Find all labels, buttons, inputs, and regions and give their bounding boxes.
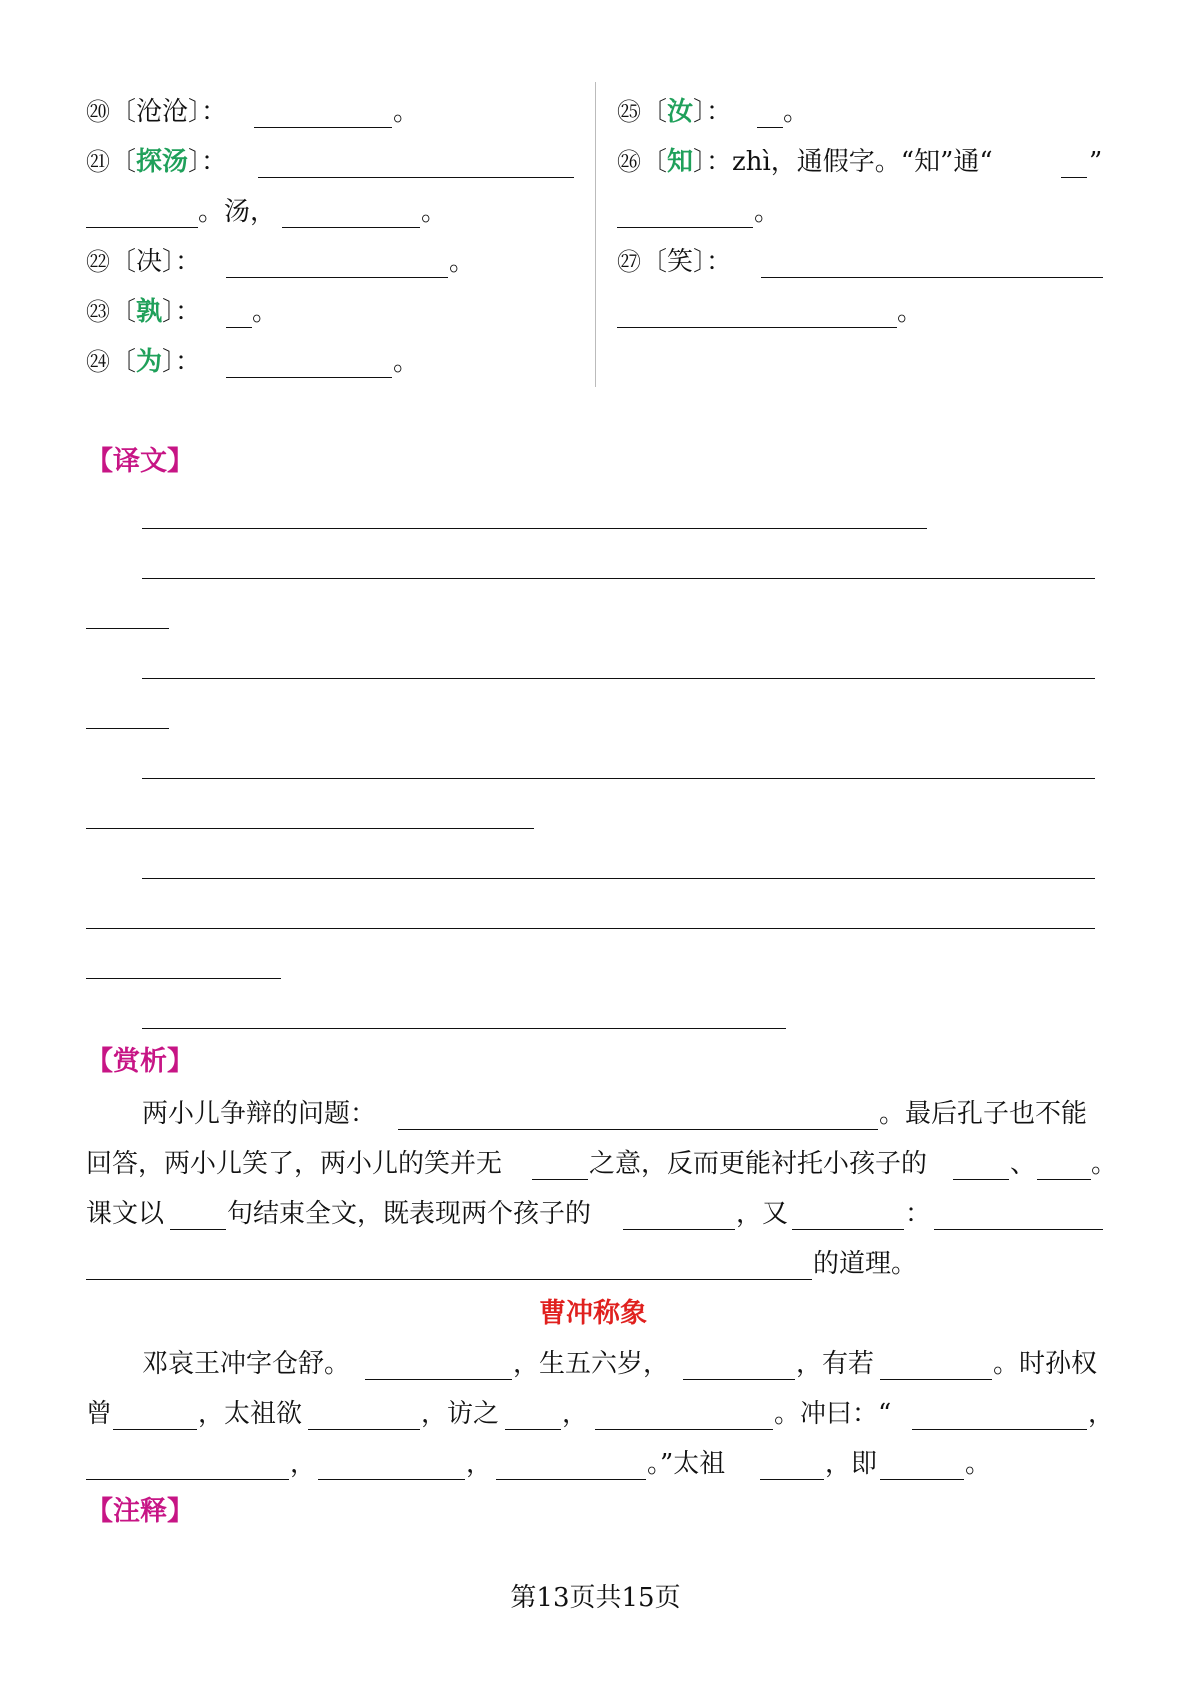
story-text: 邓哀王冲字仓舒。: [142, 1349, 351, 1379]
answer-blank[interactable]: [1061, 177, 1087, 178]
note-term: 决: [136, 247, 163, 277]
note-term: 孰: [136, 297, 163, 327]
answer-blank[interactable]: [532, 1179, 588, 1180]
note-term: 为: [136, 347, 163, 377]
note-25: ㉕〔汝〕：: [617, 97, 733, 127]
translation-line[interactable]: [142, 678, 1095, 679]
note-number: ⑳: [86, 98, 110, 126]
answer-blank[interactable]: [760, 1479, 824, 1480]
answer-blank[interactable]: [86, 1479, 289, 1480]
answer-blank[interactable]: [365, 1379, 512, 1380]
story-text: ，生五六岁，: [513, 1349, 670, 1379]
note-number: ㉒: [86, 248, 110, 276]
answer-blank[interactable]: [792, 1229, 904, 1230]
answer-blank[interactable]: [617, 327, 897, 328]
translation-line[interactable]: [86, 928, 1095, 929]
note-23: ㉓〔孰〕：: [86, 297, 202, 327]
story-text: ，访之: [421, 1399, 500, 1429]
answer-blank[interactable]: [282, 227, 420, 228]
note-number: ㉓: [86, 298, 110, 326]
appreciation-text: 。最后孔子也不能: [879, 1099, 1088, 1129]
answer-blank[interactable]: [226, 327, 252, 328]
answer-blank[interactable]: [318, 1479, 465, 1480]
story-text: 。时孙权: [993, 1349, 1098, 1379]
answer-blank[interactable]: [226, 377, 392, 378]
note-number: ㉑: [86, 148, 110, 176]
answer-blank[interactable]: [258, 177, 574, 178]
note-20: ⑳〔沧沧〕：: [86, 97, 228, 127]
column-divider: [595, 82, 596, 387]
answer-blank[interactable]: [880, 1479, 964, 1480]
answer-blank[interactable]: [880, 1379, 992, 1380]
translation-line[interactable]: [142, 878, 1095, 879]
translation-line[interactable]: [86, 628, 169, 629]
answer-blank[interactable]: [505, 1429, 561, 1430]
section-heading-notes: 【注释】: [86, 1496, 194, 1527]
answer-blank[interactable]: [757, 127, 783, 128]
appreciation-text: 句结束全文，既表现两个孩子的: [227, 1199, 592, 1229]
answer-blank[interactable]: [254, 127, 392, 128]
translation-line[interactable]: [142, 578, 1095, 579]
answer-blank[interactable]: [761, 277, 1103, 278]
answer-blank[interactable]: [912, 1429, 1087, 1430]
note-22: ㉒〔决〕：: [86, 247, 202, 277]
note-26: ㉖〔知〕：zhì，通假字。“知”通“: [617, 147, 993, 177]
answer-blank[interactable]: [595, 1429, 773, 1430]
translation-line[interactable]: [142, 528, 927, 529]
note-term: 笑: [667, 247, 694, 277]
note-term: 汝: [667, 97, 694, 127]
translation-line[interactable]: [142, 1028, 786, 1029]
appreciation-text: 回答，两小儿笑了，两小儿的笑并无: [86, 1149, 503, 1179]
note-21: ㉑〔探汤〕：: [86, 147, 228, 177]
answer-blank[interactable]: [496, 1479, 646, 1480]
answer-blank[interactable]: [934, 1229, 1103, 1230]
worksheet-page: ⑳〔沧沧〕： 。 ㉑〔探汤〕： 。汤， 。 ㉒〔决〕： 。 ㉓〔孰〕： 。 ㉔〔为〕： 。 ㉕〔汝〕： 。 ㉖〔知〕：zhì，通假字。“知”通“ ” 。 ㉗〔笑〕： 。 【译文】 【赏析】 两小儿争辩的问题： 。最后孔子也不能 回答，两小儿笑了，两小儿的笑并无 之意，反而更能衬托小孩子的 、 。 课文以 句结束全文，既表现两个孩子的 ，又 ： 的道理。 曹冲称象 邓哀王冲字仓舒。 ，生五六岁， ，有若 。时孙权 曾 ，太祖欲 ，访之 ， 。冲曰：“ ， ， ， 。”太祖 ，即 。 【注释】 第13页共15页: [0, 0, 1191, 1684]
note-term: 沧沧: [136, 97, 189, 127]
translation-line[interactable]: [142, 778, 1095, 779]
answer-blank[interactable]: [953, 1179, 1009, 1180]
appreciation-text: 的道理。: [813, 1249, 918, 1279]
section-heading-translation: 【译文】: [86, 446, 194, 477]
answer-blank[interactable]: [617, 227, 753, 228]
note-number: ㉗: [617, 248, 641, 276]
note-number: ㉖: [617, 148, 641, 176]
answer-blank[interactable]: [113, 1429, 197, 1430]
answer-blank[interactable]: [1037, 1179, 1091, 1180]
note-24: ㉔〔为〕：: [86, 347, 202, 377]
appreciation-text: 之意，反而更能衬托小孩子的: [589, 1149, 928, 1179]
story-text: 。冲曰：“: [774, 1399, 892, 1429]
answer-blank[interactable]: [623, 1229, 735, 1230]
story-text: 曾: [86, 1399, 113, 1429]
note-term: 知: [667, 147, 694, 177]
section-heading-appreciation: 【赏析】: [86, 1046, 194, 1077]
answer-blank[interactable]: [398, 1129, 878, 1130]
story-text: ，即: [825, 1449, 878, 1479]
story-text: 。”太祖: [647, 1449, 726, 1479]
appreciation-text: 课文以: [86, 1199, 165, 1229]
answer-blank[interactable]: [308, 1429, 420, 1430]
note-term: 探汤: [136, 147, 189, 177]
answer-blank[interactable]: [170, 1229, 226, 1230]
answer-blank[interactable]: [226, 277, 448, 278]
answer-blank[interactable]: [683, 1379, 795, 1380]
answer-blank[interactable]: [86, 1279, 812, 1280]
note-number: ㉕: [617, 98, 641, 126]
translation-line[interactable]: [86, 978, 281, 979]
story-text: ，太祖欲: [198, 1399, 303, 1429]
page-footer: 第13页共15页: [510, 1583, 681, 1613]
note-27: ㉗〔笑〕：: [617, 247, 733, 277]
story-text: ，有若: [796, 1349, 875, 1379]
translation-line[interactable]: [86, 728, 169, 729]
answer-blank[interactable]: [86, 227, 198, 228]
note-number: ㉔: [86, 348, 110, 376]
translation-line[interactable]: [86, 828, 534, 829]
appreciation-text: 两小儿争辩的问题：: [142, 1099, 377, 1129]
story-title: 曹冲称象: [539, 1298, 647, 1329]
